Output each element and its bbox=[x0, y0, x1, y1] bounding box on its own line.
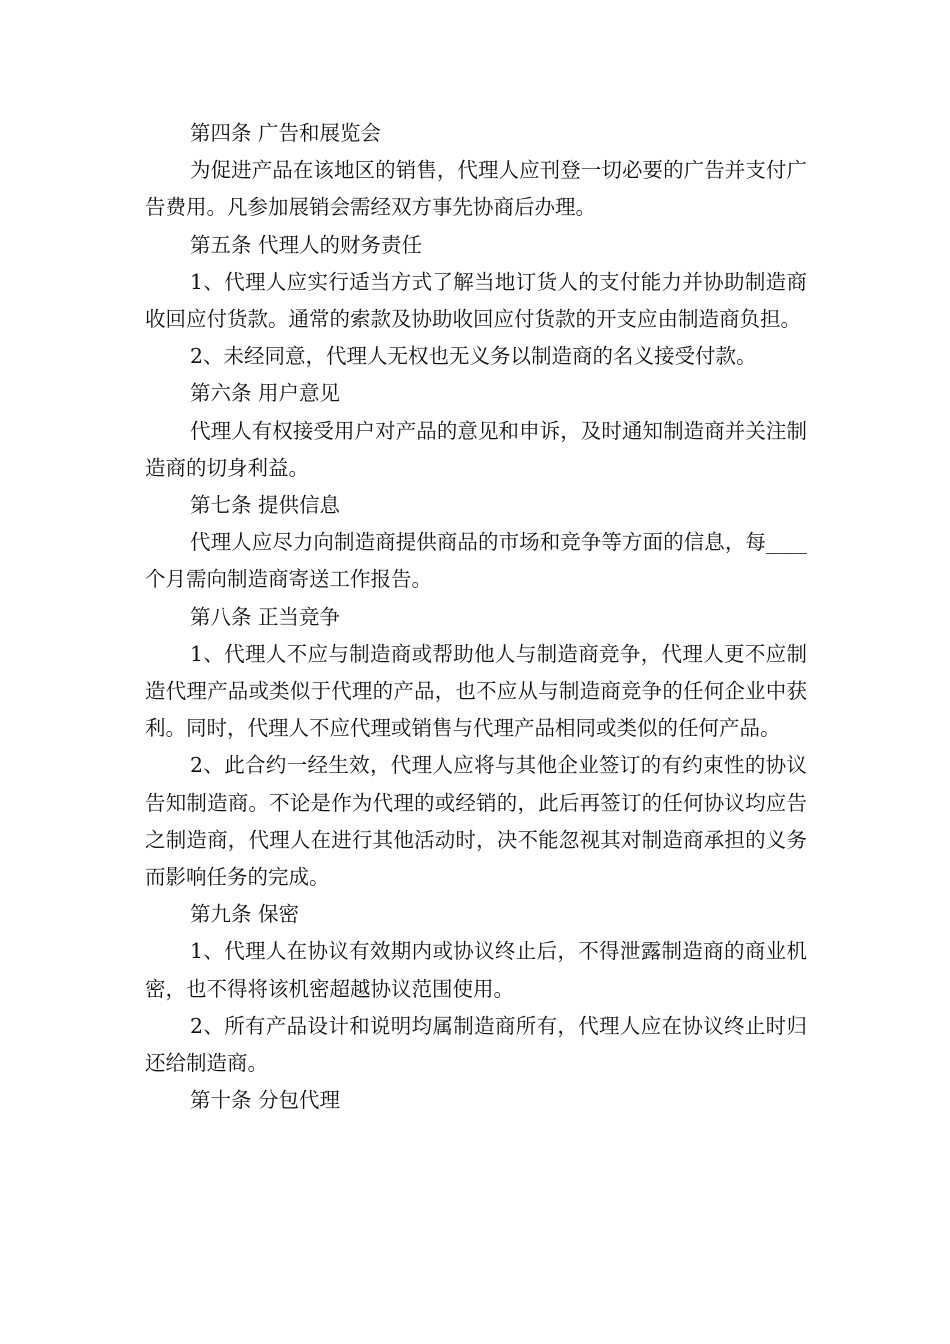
document-body bbox=[145, 115, 807, 1119]
article-4-paragraph: 为促进产品在该地区的销售，代理人应刊登一切必要的广告并支付广告费用。凡参加展销会需经双方事先协商后办理。 bbox=[145, 158, 807, 220]
article-5-heading: 第五条 代理人的财务责任 bbox=[190, 232, 423, 257]
article-4-heading: 第四条 广告和展览会 bbox=[190, 121, 382, 145]
article-7-heading: 第七条 提供信息 bbox=[190, 493, 341, 518]
article-6-heading: 第六条 用户意见 bbox=[190, 381, 341, 406]
article-9-clause-1: 1、代理人在协议有效期内或协议终止后，不得泄露制造商的商业机密，也不得将该机密超越协议范围使用。 bbox=[145, 939, 807, 1001]
article-5-clause-2: 2、未经同意，代理人无权也无义务以制造商的名义接受付款。 bbox=[190, 344, 757, 369]
article-6-paragraph: 代理人有权接受用户对产品的意见和申诉，及时通知制造商并关注制造商的切身利益。 bbox=[145, 418, 807, 480]
article-10-heading: 第十条 分包代理 bbox=[190, 1088, 341, 1113]
article-7-paragraph: 代理人应尽力向制造商提供商品的市场和竞争等方面的信息，每____个月需向制造商寄送工作报告。 bbox=[145, 530, 807, 592]
article-8-clause-1: 1、代理人不应与制造商或帮助他人与制造商竞争，代理人更不应制造代理产品或类似于代理的产品，也不应从与制造商竞争的任何企业中获利。同时，代理人不应代理或销售与代理产品相同或类似的任何产品。 bbox=[145, 641, 807, 741]
article-5-clause-1: 1、代理人应实行适当方式了解当地订货人的支付能力并协助制造商收回应付货款。通常的索款及协助收回应付货款的开支应由制造商负担。 bbox=[145, 269, 807, 332]
article-9-heading: 第九条 保密 bbox=[190, 902, 300, 927]
article-9-clause-2: 2、所有产品设计和说明均属制造商所有，代理人应在协议终止时归还给制造商。 bbox=[145, 1013, 807, 1076]
article-8-heading: 第八条 正当竞争 bbox=[190, 604, 341, 629]
article-8-clause-2: 2、此合约一经生效，代理人应将与其他企业签订的有约束性的协议告知制造商。不论是作为代理的或经销的，此后再签订的任何协议均应告之制造商，代理人在进行其他活动时，决不能忽视其对制造商承担的义务而影响任务的完成。 bbox=[145, 753, 807, 890]
